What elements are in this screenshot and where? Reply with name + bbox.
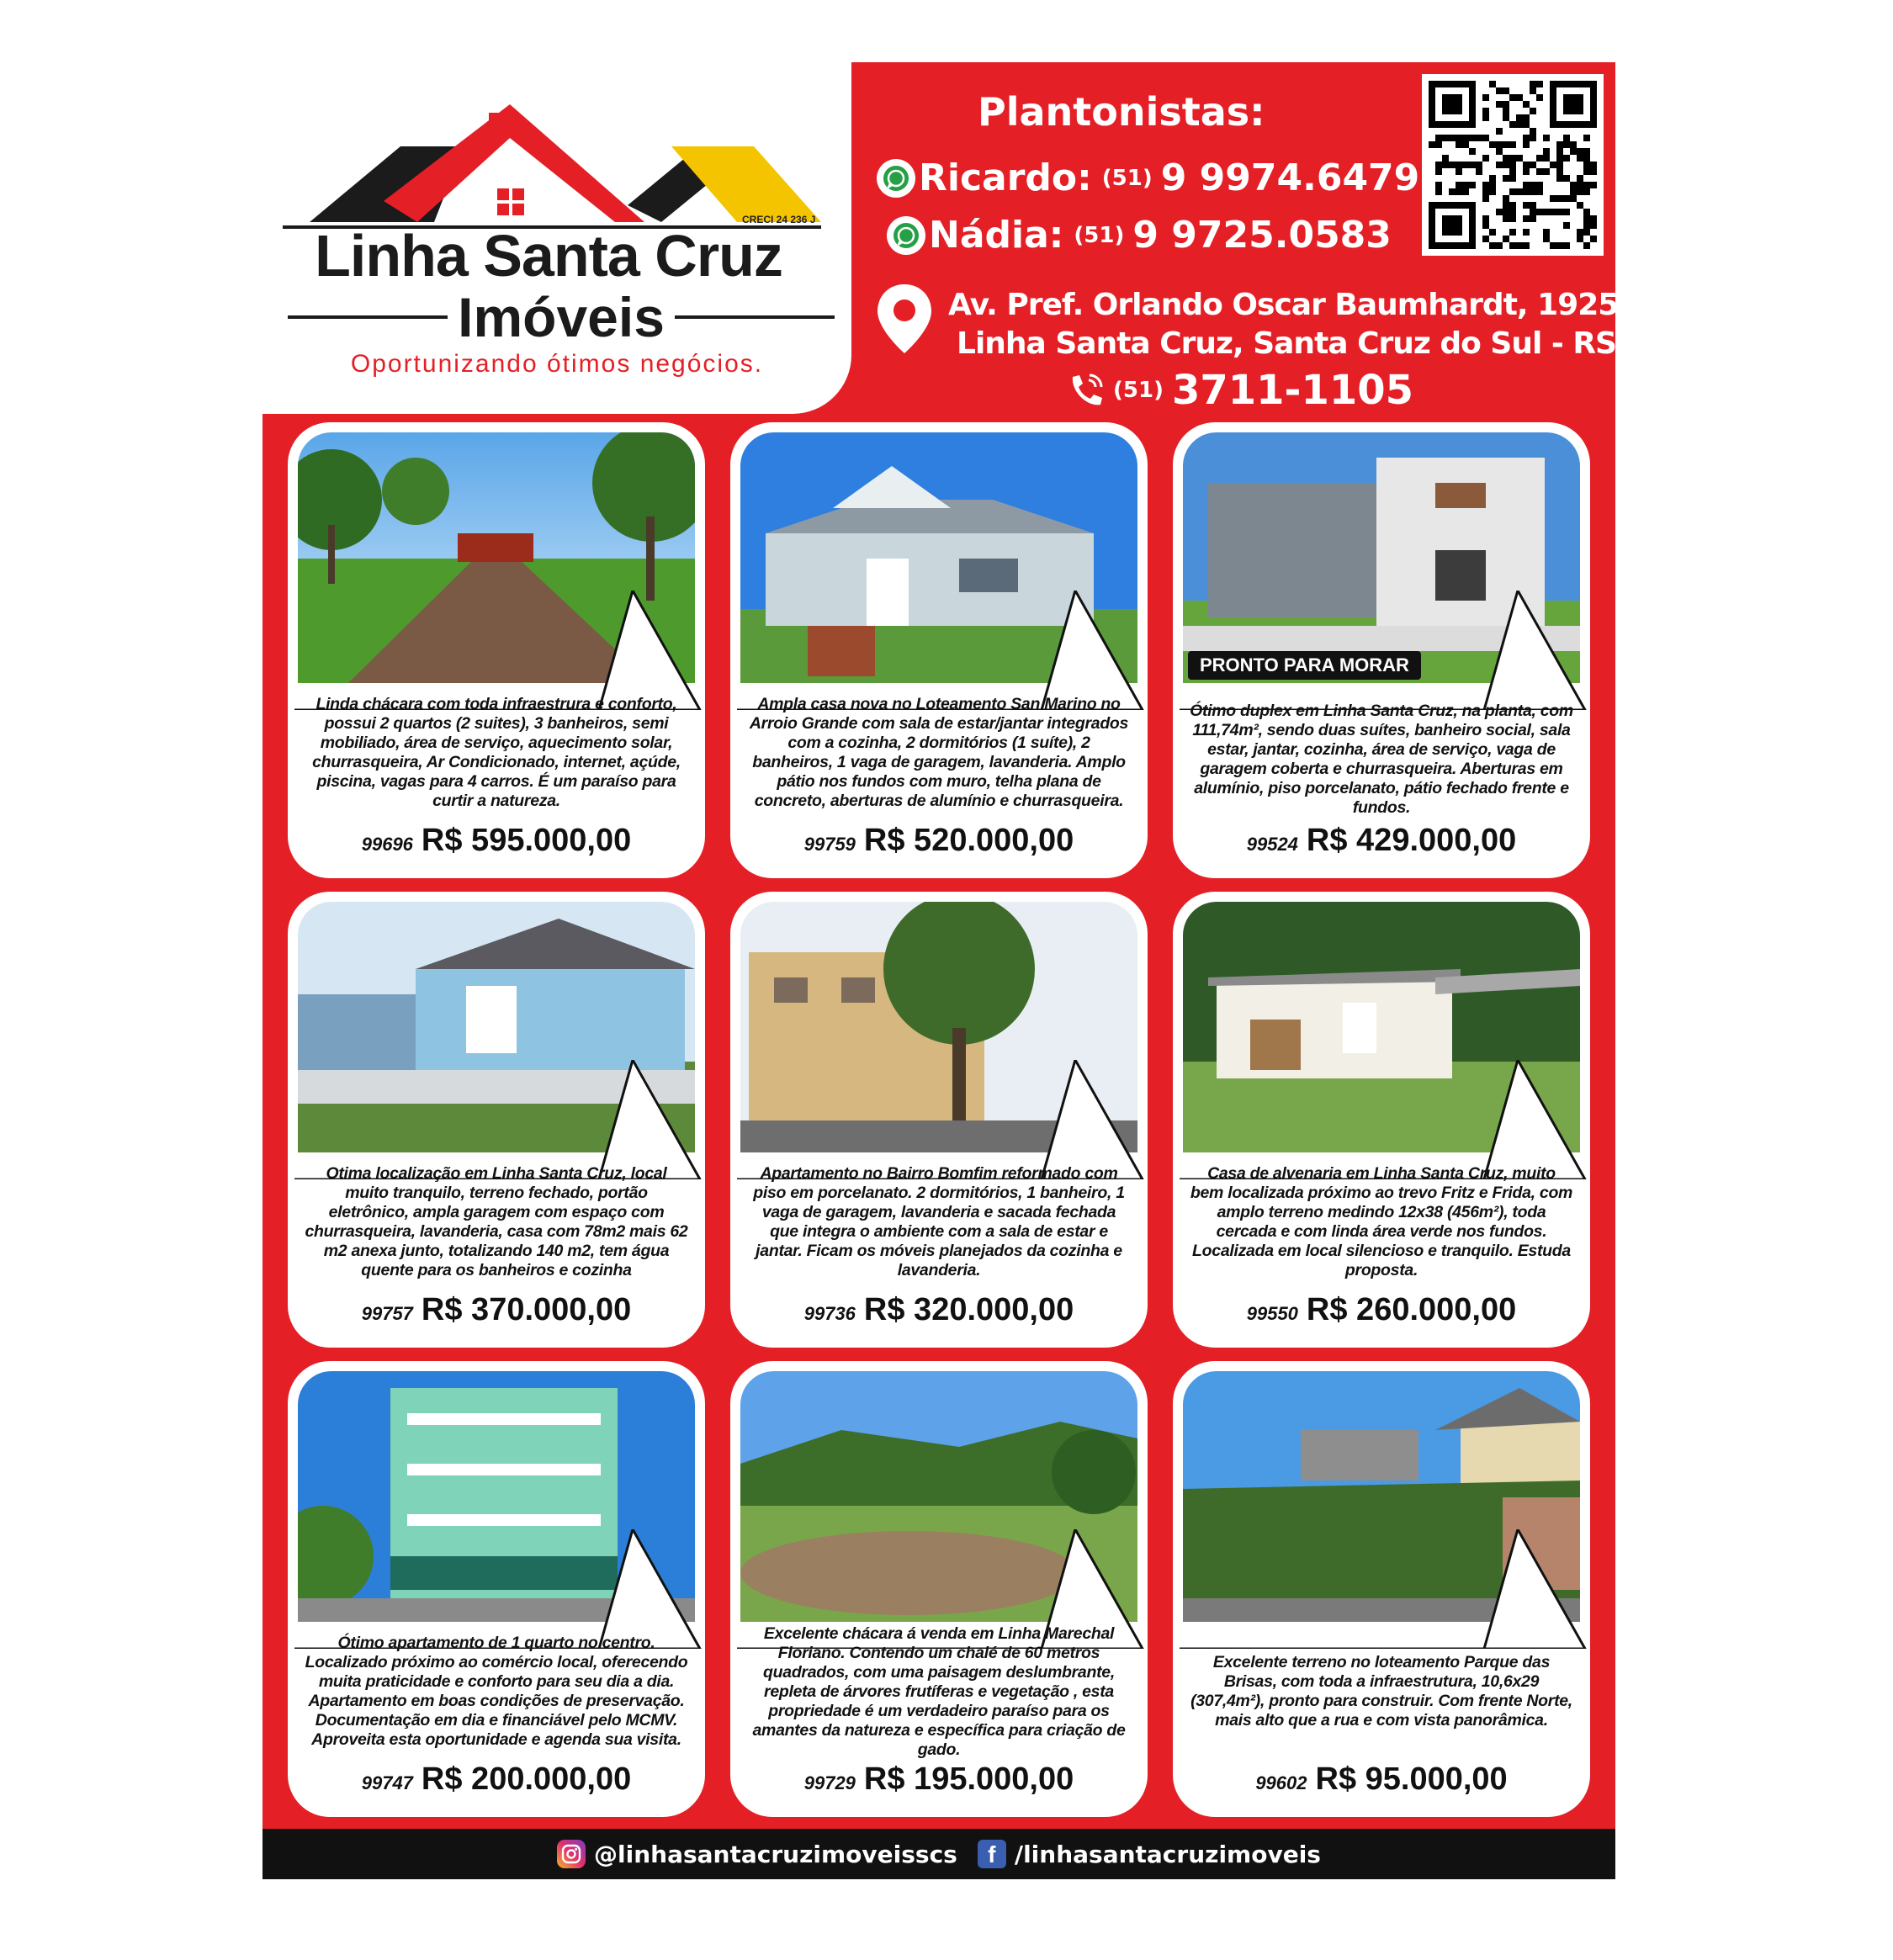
listing-code: 99729 <box>803 1772 856 1793</box>
phone-number: 9 9974.6479 <box>1160 156 1420 199</box>
listing-description: Otima localização em Linha Santa Cruz, local muito tranquilo, terreno fechado, portão eletrônico, ampla garagem com espaço com churrasqueira, lavanderia, casa com 78m2 mais 62 m2 anexa junto, totalizando 140 m2, tem água quente para os banheiros e cozinha <box>305 1164 688 1279</box>
listing-price: R$ 429.000,00 <box>1306 823 1517 858</box>
listing-price: R$ 370.000,00 <box>421 1292 632 1327</box>
price-row <box>1173 823 1590 865</box>
listing-description: Excelente chácara á venda em Linha Marechal Floriano. Contendo um chalé de 60 metros quadrados, com uma paisagem deslumbrante, repleta de árvores frutíferas e vegetação , esta propriedade é um verdadeiro paraíso para os amantes da natureza e específica para criação de gado. <box>752 1624 1126 1759</box>
agent-phone-nadia[interactable] <box>887 214 1392 257</box>
agent-name: Nádia: <box>929 214 1064 257</box>
price-row <box>1173 1761 1590 1804</box>
brand-sub-row <box>288 288 835 347</box>
listing-description: Ótimo duplex em Linha Santa Cruz, na planta, com 111,74m², sendo duas suítes, banheiro social, sala estar, jantar, cozinha, área de serviço, vaga de garagem coberta e churrasqueira. Aberturas em alumínio, piso porcelanato, pátio fechado frente e fundos. <box>1190 702 1573 817</box>
office-phone[interactable] <box>1066 367 1413 414</box>
listing-price: R$ 95.000,00 <box>1315 1761 1508 1797</box>
listing-card[interactable] <box>730 422 1148 878</box>
agent-name: Ricardo: <box>919 156 1092 199</box>
agent-phone-ricardo[interactable] <box>877 156 1419 199</box>
address-line-2: Linha Santa Cruz, Santa Cruz do Sul - RS <box>957 326 1616 361</box>
listing-code: 99696 <box>361 834 413 855</box>
flyer <box>262 62 1619 1879</box>
facebook-handle: /linhasantacruzimoveis <box>1014 1840 1321 1868</box>
listing-code: 99736 <box>803 1303 856 1324</box>
price-row <box>1173 1292 1590 1334</box>
whatsapp-icon <box>877 159 915 198</box>
price-row <box>288 1761 705 1804</box>
address-line-1: Av. Pref. Orlando Oscar Baumhardt, 1925 <box>948 288 1619 322</box>
on-duty-title: Plantonistas: <box>978 89 1265 135</box>
divider-line <box>288 315 448 319</box>
social-footer <box>262 1829 1615 1879</box>
price-row <box>730 1292 1148 1334</box>
office-number: 3711-1105 <box>1171 367 1414 414</box>
listing-code: 99550 <box>1246 1303 1298 1324</box>
price-row <box>730 823 1148 865</box>
house-roof-logo <box>283 104 821 230</box>
listing-card[interactable] <box>1173 1361 1590 1817</box>
divider-line <box>675 315 835 319</box>
listing-card[interactable] <box>288 892 705 1348</box>
whatsapp-icon <box>887 216 925 255</box>
area-code: (51) <box>1074 222 1125 248</box>
listing-price: R$ 260.000,00 <box>1306 1292 1517 1327</box>
listing-price: R$ 200.000,00 <box>421 1761 632 1797</box>
brand-name: Linha Santa Cruz <box>315 223 782 289</box>
listing-code: 99757 <box>361 1303 413 1324</box>
listing-code: 99747 <box>361 1772 413 1793</box>
price-row <box>730 1761 1148 1804</box>
instagram-icon <box>557 1840 586 1868</box>
listing-description: Apartamento no Bairro Bomfim reformado com piso em porcelanato. 2 dormitórios, 1 banheiro, 1 vaga de garagem, lavanderia e sacada fechada que integra o ambiente com a sala de estar e jantar. Ficam os móveis planejados da cozinha e lavanderia. <box>753 1164 1125 1279</box>
area-code: (51) <box>1113 378 1164 403</box>
speech-callout <box>1173 591 1590 710</box>
listing-card[interactable] <box>1173 422 1590 878</box>
listing-card[interactable] <box>1173 892 1590 1348</box>
brand-subtitle: Imóveis <box>458 286 665 348</box>
instagram-link[interactable] <box>557 1840 957 1868</box>
listing-code: 99759 <box>803 834 856 855</box>
listing-card[interactable] <box>288 422 705 878</box>
instagram-handle: @linhasantacruzimoveisscs <box>594 1840 957 1868</box>
listing-description: Excelente terreno no loteamento Parque das Brisas, com toda a infraestrutura, 10,6x29 (307,4m²), pronto para construir. Com frente Norte, mais alto que a rua e com vista panorâmica. <box>1190 1653 1572 1730</box>
listing-card[interactable] <box>730 1361 1148 1817</box>
logo-panel <box>262 62 851 414</box>
phone-icon <box>1066 372 1106 409</box>
status-badge: PRONTO PARA MORAR <box>1188 651 1421 680</box>
listing-description: Linda chácara com toda infraestrura e conforto, possui 2 quartos (2 suites), 3 banheiros, semi mobiliado, área de serviço, aquecimento solar, churrasqueira, Ar Condicionado, internet, açúde, piscina, vagas para 4 carros. É um paraíso para curtir a natureza. <box>312 695 681 810</box>
listing-description: Ótimo apartamento de 1 quarto no centro. Localizado próximo ao comércio local, oferecendo muita praticidade e conforto para seu dia a dia. Apartamento em boas condições de preservação. Documentação em dia e financiável pelo MCMV. Aproveita esta oportunidade e agenda sua visita. <box>305 1634 688 1749</box>
facebook-link[interactable] <box>978 1840 1321 1868</box>
price-row <box>288 1292 705 1334</box>
listing-price: R$ 195.000,00 <box>863 1761 1074 1797</box>
price-row <box>288 823 705 865</box>
area-code: (51) <box>1101 165 1153 191</box>
listing-card[interactable] <box>730 892 1148 1348</box>
location-pin-icon <box>875 283 934 355</box>
creci-number: CRECI 24 236 J <box>742 214 816 225</box>
qr-code[interactable] <box>1422 74 1604 256</box>
facebook-icon: f <box>978 1840 1006 1868</box>
listing-code: 99524 <box>1246 834 1298 855</box>
listing-description: Casa de alvenaria em Linha Santa Cruz, muito bem localizada próximo ao trevo Fritz e Frida, com amplo terreno medindo 12x38 (456m²), toda cercada e com linda área verde nos fundos. Localizada em local silencioso e tranquilo. Estuda proposta. <box>1190 1164 1573 1279</box>
listing-price: R$ 520.000,00 <box>863 823 1074 858</box>
listing-card[interactable] <box>288 1361 705 1817</box>
slogan: Oportunizando ótimos negócios. <box>350 350 764 378</box>
listing-price: R$ 595.000,00 <box>421 823 632 858</box>
phone-number: 9 9725.0583 <box>1132 214 1392 257</box>
listing-description: Ampla casa nova no Loteamento San Marino no Arroio Grande com sala de estar/jantar integrados com a cozinha, 2 dormitórios (1 suíte), 2 banheiros, 1 vaga de garagem, lavanderia. Amplo pátio nos fundos com muro, telha plana de concreto, aberturas de alumínio e churrasqueira. <box>749 695 1129 810</box>
listing-code: 99602 <box>1255 1772 1307 1793</box>
listing-price: R$ 320.000,00 <box>863 1292 1074 1327</box>
